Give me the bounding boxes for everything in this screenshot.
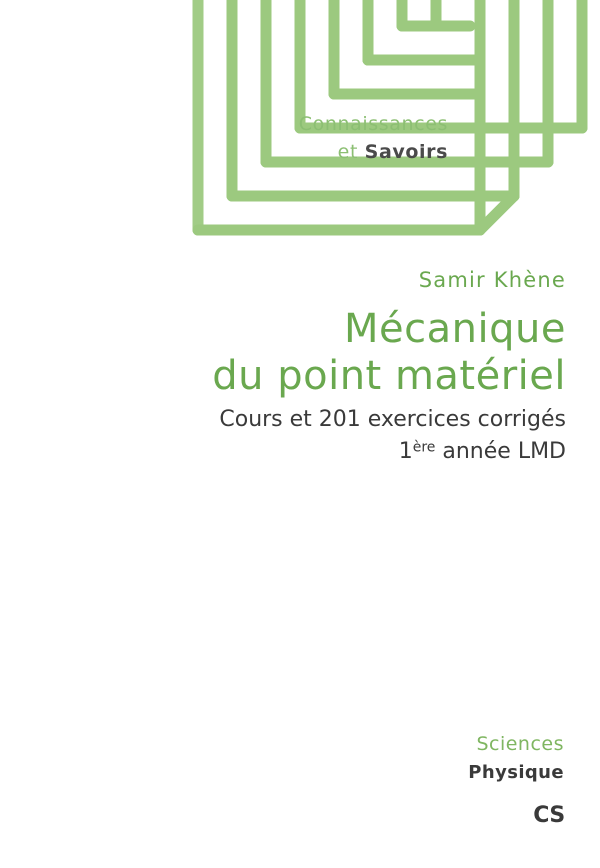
series-domain: Sciences — [476, 733, 564, 755]
subtitle-year-rest: année LMD — [435, 438, 566, 464]
author-name: Samir Khène — [418, 268, 566, 292]
publisher-logo-text: CS — [533, 802, 565, 828]
book-subtitle — [219, 404, 566, 468]
subtitle-year-ordinal: ère — [412, 439, 436, 456]
publisher-et: et — [337, 140, 365, 163]
publisher-name — [299, 112, 448, 165]
book-subtitle-line-1: Cours et 201 exercices corrigés — [219, 407, 566, 432]
publisher-logo — [534, 800, 564, 830]
publisher-savoirs: Savoirs — [364, 140, 448, 163]
series-block — [468, 730, 564, 786]
book-title-line-1: Mécanique — [344, 306, 566, 352]
publisher-line-2 — [299, 140, 448, 166]
book-subtitle-line-2 — [219, 436, 566, 468]
book-title-line-2: du point matériel — [212, 353, 566, 400]
subtitle-year-number: 1 — [398, 438, 413, 464]
series-discipline: Physique — [468, 761, 564, 783]
book-title — [212, 306, 566, 400]
publisher-line-1: Connaissances — [298, 113, 448, 135]
